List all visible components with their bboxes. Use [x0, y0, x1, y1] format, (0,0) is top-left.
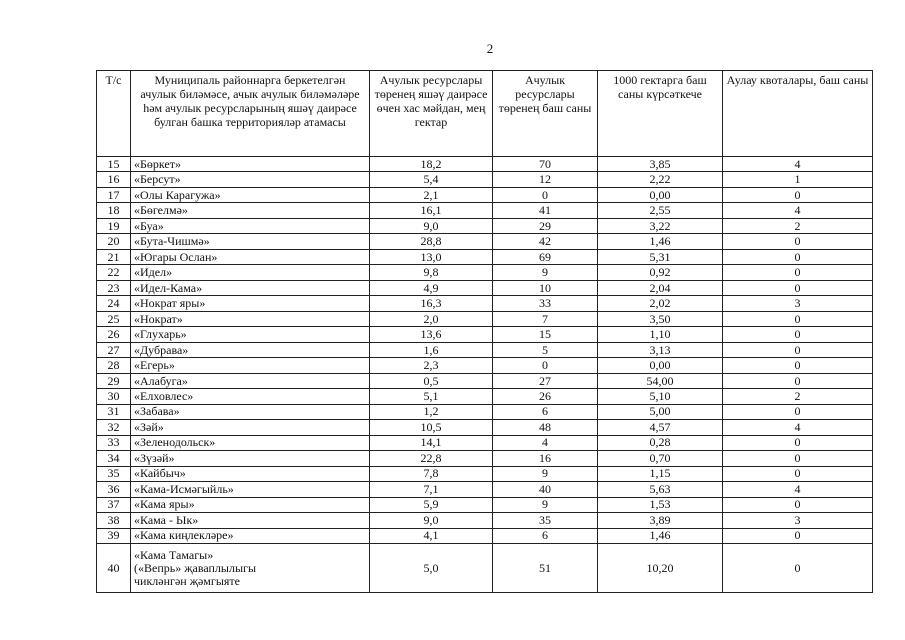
- cell-number: 26: [97, 327, 131, 342]
- cell-area: 4,1: [370, 528, 493, 543]
- cell-number: 21: [97, 249, 131, 264]
- cell-density: 1,15: [598, 466, 723, 481]
- cell-number: 22: [97, 265, 131, 280]
- cell-name: «Дубрава»: [131, 342, 370, 357]
- table-row: [97, 528, 873, 543]
- cell-density: 0,00: [598, 358, 723, 373]
- cell-number: 38: [97, 513, 131, 528]
- cell-area: 16,3: [370, 296, 493, 311]
- cell-quota: 4: [723, 157, 873, 172]
- cell-density: 1,46: [598, 528, 723, 543]
- cell-area: 13,6: [370, 327, 493, 342]
- table-row: [97, 234, 873, 249]
- cell-density: 3,50: [598, 311, 723, 326]
- cell-count: 41: [493, 203, 598, 218]
- cell-area: 22,8: [370, 451, 493, 466]
- col-header-count: Ачулык ресурслары төренең баш саны: [493, 71, 598, 157]
- cell-number: 17: [97, 187, 131, 202]
- cell-number: 15: [97, 157, 131, 172]
- table-row: [97, 203, 873, 218]
- cell-density: 2,04: [598, 280, 723, 295]
- cell-count: 12: [493, 172, 598, 187]
- cell-area: 10,5: [370, 420, 493, 435]
- cell-number: 40: [97, 544, 131, 593]
- table-row: [97, 373, 873, 388]
- cell-count: 69: [493, 249, 598, 264]
- cell-name-line: чикләнгән җәмгыяте: [134, 573, 240, 588]
- cell-number: 32: [97, 420, 131, 435]
- cell-area: 16,1: [370, 203, 493, 218]
- cell-count: 9: [493, 265, 598, 280]
- cell-number: 39: [97, 528, 131, 543]
- cell-count: 9: [493, 466, 598, 481]
- table-row: [97, 327, 873, 342]
- cell-density: 3,85: [598, 157, 723, 172]
- cell-number: 36: [97, 482, 131, 497]
- cell-number: 30: [97, 389, 131, 404]
- cell-count: 35: [493, 513, 598, 528]
- cell-density: 3,89: [598, 513, 723, 528]
- cell-count: 9: [493, 497, 598, 512]
- col-header-number: Т/с: [97, 71, 131, 157]
- cell-density: 0,00: [598, 187, 723, 202]
- cell-density: 2,55: [598, 203, 723, 218]
- cell-area: 4,9: [370, 280, 493, 295]
- table-row: [97, 389, 873, 404]
- table-row: [97, 404, 873, 419]
- cell-name: «Бөгелмә»: [131, 203, 370, 218]
- cell-count: 0: [493, 358, 598, 373]
- table-row: [97, 172, 873, 187]
- cell-quota: 1: [723, 172, 873, 187]
- cell-quota: 0: [723, 342, 873, 357]
- cell-number: 23: [97, 280, 131, 295]
- cell-area: 28,8: [370, 234, 493, 249]
- cell-density: 10,20: [598, 544, 723, 593]
- cell-number: 16: [97, 172, 131, 187]
- cell-density: 1,46: [598, 234, 723, 249]
- cell-name: «Кама яры»: [131, 497, 370, 512]
- cell-quota: 0: [723, 234, 873, 249]
- cell-count: 6: [493, 528, 598, 543]
- table-row: [97, 482, 873, 497]
- cell-area: 9,8: [370, 265, 493, 280]
- cell-density: 54,00: [598, 373, 723, 388]
- cell-area: 14,1: [370, 435, 493, 450]
- cell-name: «Зеленодольск»: [131, 435, 370, 450]
- cell-number: 28: [97, 358, 131, 373]
- cell-quota: 4: [723, 420, 873, 435]
- cell-area: 13,0: [370, 249, 493, 264]
- cell-density: 0,70: [598, 451, 723, 466]
- cell-area: 7,1: [370, 482, 493, 497]
- cell-quota: 0: [723, 373, 873, 388]
- table-row: [97, 265, 873, 280]
- cell-count: 26: [493, 389, 598, 404]
- cell-count: 0: [493, 187, 598, 202]
- cell-count: 70: [493, 157, 598, 172]
- table-row: [97, 544, 873, 593]
- table-row: [97, 311, 873, 326]
- table-row: [97, 466, 873, 481]
- cell-area: 18,2: [370, 157, 493, 172]
- table-row: [97, 420, 873, 435]
- table-row: [97, 513, 873, 528]
- cell-density: 4,57: [598, 420, 723, 435]
- cell-number: 37: [97, 497, 131, 512]
- col-header-quota: Аулау квоталары, баш саны: [723, 71, 873, 157]
- cell-density: 5,00: [598, 404, 723, 419]
- table-row: [97, 218, 873, 233]
- cell-density: 5,31: [598, 249, 723, 264]
- cell-name: «Зәй»: [131, 420, 370, 435]
- cell-density: 1,10: [598, 327, 723, 342]
- hunting-grounds-table: [96, 70, 873, 593]
- cell-area: 0,5: [370, 373, 493, 388]
- table-row: [97, 342, 873, 357]
- table-row: [97, 296, 873, 311]
- cell-quota: 2: [723, 218, 873, 233]
- cell-name: «Кайбыч»: [131, 466, 370, 481]
- cell-name: «Нократ»: [131, 311, 370, 326]
- cell-density: 0,92: [598, 265, 723, 280]
- table-row: [97, 187, 873, 202]
- cell-name: «Кама-Исмәгыйль»: [131, 482, 370, 497]
- cell-name: «Буа»: [131, 218, 370, 233]
- cell-quota: 3: [723, 296, 873, 311]
- cell-count: 51: [493, 544, 598, 593]
- cell-quota: 0: [723, 327, 873, 342]
- cell-count: 16: [493, 451, 598, 466]
- cell-name: «Забава»: [131, 404, 370, 419]
- cell-name: «Бута-Чишмә»: [131, 234, 370, 249]
- cell-name: «Берсут»: [131, 172, 370, 187]
- cell-number: 25: [97, 311, 131, 326]
- cell-density: 2,22: [598, 172, 723, 187]
- cell-quota: 0: [723, 358, 873, 373]
- cell-name-line: («Вепрь» җаваплылыгы: [134, 560, 257, 575]
- table-row: [97, 280, 873, 295]
- cell-name: «Бөркет»: [131, 157, 370, 172]
- cell-area: 5,4: [370, 172, 493, 187]
- cell-count: 4: [493, 435, 598, 450]
- cell-quota: 0: [723, 265, 873, 280]
- table-row: [97, 358, 873, 373]
- cell-area: 2,0: [370, 311, 493, 326]
- cell-area: 1,2: [370, 404, 493, 419]
- cell-area: 1,6: [370, 342, 493, 357]
- cell-name: «Зүзәй»: [131, 451, 370, 466]
- col-header-name: Муниципаль районнарга беркетелгән ачулык биләмәсе, ачык ачулык биләмәләре һәм ачулык ресурсларының яшәү даирәсе булган башка территорияләр атамасы: [131, 71, 370, 157]
- cell-density: 5,63: [598, 482, 723, 497]
- cell-area: 2,3: [370, 358, 493, 373]
- cell-number: 35: [97, 466, 131, 481]
- cell-quota: 0: [723, 497, 873, 512]
- table-row: [97, 451, 873, 466]
- cell-density: 0,28: [598, 435, 723, 450]
- cell-count: 27: [493, 373, 598, 388]
- cell-name: «Алабуга»: [131, 373, 370, 388]
- cell-quota: 0: [723, 544, 873, 593]
- cell-quota: 4: [723, 482, 873, 497]
- cell-name: «Идел-Кама»: [131, 280, 370, 295]
- cell-density: 5,10: [598, 389, 723, 404]
- cell-name: «Кама киңлекләре»: [131, 528, 370, 543]
- cell-number: 29: [97, 373, 131, 388]
- cell-density: 3,13: [598, 342, 723, 357]
- cell-quota: 4: [723, 203, 873, 218]
- cell-area: 2,1: [370, 187, 493, 202]
- cell-number: 18: [97, 203, 131, 218]
- cell-count: 6: [493, 404, 598, 419]
- cell-quota: 0: [723, 187, 873, 202]
- cell-quota: 2: [723, 389, 873, 404]
- cell-number: 19: [97, 218, 131, 233]
- cell-area: 5,9: [370, 497, 493, 512]
- cell-count: 29: [493, 218, 598, 233]
- cell-name-line: «Кама Тамагы»: [134, 547, 214, 562]
- cell-count: 5: [493, 342, 598, 357]
- cell-name: «Олы Карагужа»: [131, 187, 370, 202]
- cell-number: 33: [97, 435, 131, 450]
- cell-count: 7: [493, 311, 598, 326]
- cell-count: 15: [493, 327, 598, 342]
- cell-quota: 0: [723, 249, 873, 264]
- cell-number: 34: [97, 451, 131, 466]
- table-row: [97, 497, 873, 512]
- cell-quota: 0: [723, 404, 873, 419]
- cell-count: 10: [493, 280, 598, 295]
- cell-number: 20: [97, 234, 131, 249]
- cell-name: «Елховлес»: [131, 389, 370, 404]
- table-body: [97, 157, 873, 593]
- cell-name: «Егерь»: [131, 358, 370, 373]
- cell-area: 5,0: [370, 544, 493, 593]
- col-header-area: Ачулык ресурслары төренең яшәү даирәсе өчен хас мәйдан, мең гектар: [370, 71, 493, 157]
- col-header-density: 1000 гектарга баш саны күрсәткече: [598, 71, 723, 157]
- cell-quota: 0: [723, 528, 873, 543]
- cell-area: 5,1: [370, 389, 493, 404]
- cell-name: «Идел»: [131, 265, 370, 280]
- cell-density: 2,02: [598, 296, 723, 311]
- table-header-row: [97, 71, 873, 157]
- cell-area: 9,0: [370, 218, 493, 233]
- cell-name: «Глухарь»: [131, 327, 370, 342]
- cell-area: 7,8: [370, 466, 493, 481]
- cell-number: 31: [97, 404, 131, 419]
- cell-quota: 0: [723, 466, 873, 481]
- cell-name: [131, 544, 370, 593]
- cell-quota: 0: [723, 280, 873, 295]
- cell-quota: 0: [723, 311, 873, 326]
- cell-count: 33: [493, 296, 598, 311]
- cell-density: 3,22: [598, 218, 723, 233]
- cell-area: 9,0: [370, 513, 493, 528]
- table-row: [97, 435, 873, 450]
- cell-name: «Югары Ослан»: [131, 249, 370, 264]
- cell-quota: 0: [723, 451, 873, 466]
- cell-count: 48: [493, 420, 598, 435]
- cell-quota: 3: [723, 513, 873, 528]
- cell-number: 24: [97, 296, 131, 311]
- table-row: [97, 249, 873, 264]
- table-row: [97, 157, 873, 172]
- page-number: 2: [486, 41, 494, 56]
- cell-count: 42: [493, 234, 598, 249]
- cell-count: 40: [493, 482, 598, 497]
- cell-density: 1,53: [598, 497, 723, 512]
- cell-name: «Кама - Ык»: [131, 513, 370, 528]
- cell-name: «Нократ яры»: [131, 296, 370, 311]
- cell-number: 27: [97, 342, 131, 357]
- cell-quota: 0: [723, 435, 873, 450]
